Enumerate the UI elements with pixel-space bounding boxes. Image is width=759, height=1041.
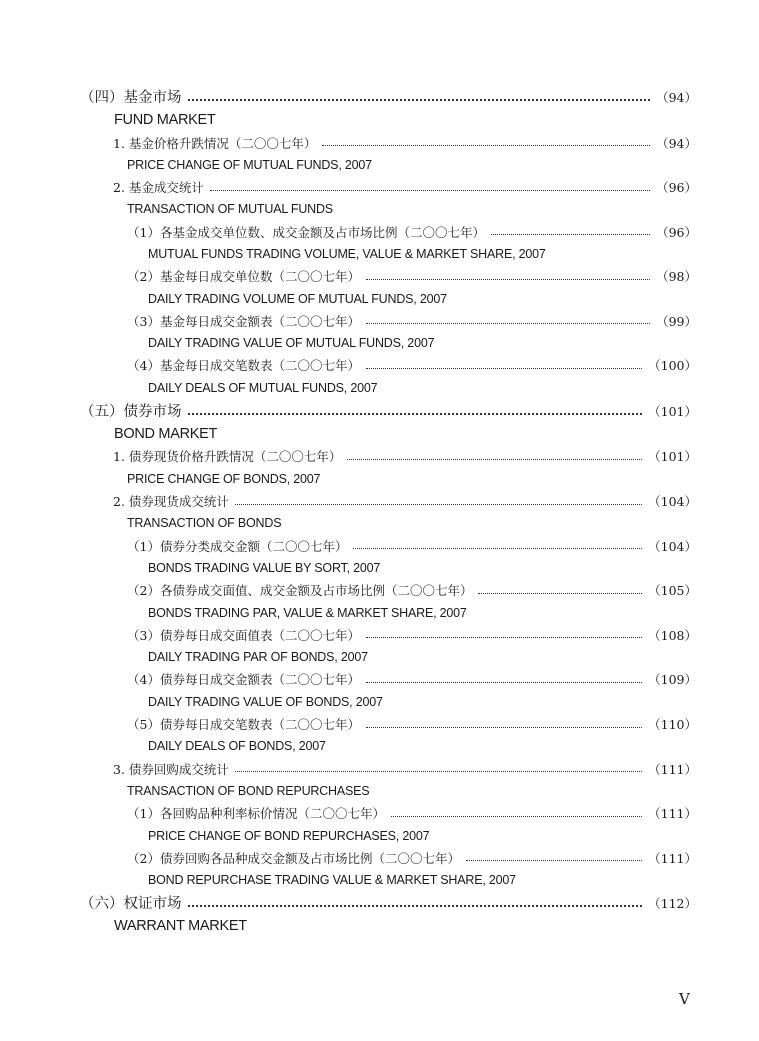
toc-entry[interactable]	[0, 85, 759, 108]
toc-entry[interactable]	[0, 176, 759, 198]
entry-title: TRANSACTION OF MUTUAL FUNDS	[127, 202, 333, 217]
toc-entry[interactable]	[0, 221, 759, 243]
dot-leader	[366, 637, 642, 638]
toc-entry-english	[0, 108, 759, 131]
entry-title: PRICE CHANGE OF BONDS, 2007	[127, 471, 321, 486]
entry-title: PRICE CHANGE OF BOND REPURCHASES, 2007	[148, 828, 430, 843]
entry-page-number: （100）	[648, 358, 697, 374]
toc-entry-english	[0, 422, 759, 445]
dot-leader	[466, 860, 642, 861]
toc-entry[interactable]	[0, 757, 759, 779]
entry-title: 2. 基金成交统计	[113, 180, 204, 196]
toc-entry-english	[0, 243, 759, 265]
dot-leader	[353, 548, 642, 549]
entry-title: （四）基金市场	[80, 90, 182, 107]
toc-entry[interactable]	[0, 490, 759, 512]
entry-title: （5）债券每日成交笔数表（二〇〇七年）	[127, 717, 360, 733]
dot-leader	[188, 99, 651, 101]
toc-entry[interactable]	[0, 399, 759, 422]
entry-page-number: （105）	[648, 583, 697, 599]
entry-page-number: （111）	[648, 850, 697, 866]
toc-entry[interactable]	[0, 445, 759, 467]
entry-title: DAILY DEALS OF MUTUAL FUNDS, 2007	[148, 380, 378, 395]
dot-leader	[235, 504, 642, 505]
entry-title: 2. 债券现货成交统计	[113, 494, 229, 510]
dot-leader	[391, 816, 642, 817]
toc-entry-english	[0, 780, 759, 802]
toc-entry-english	[0, 601, 759, 623]
page-number-folio: V	[679, 990, 690, 1008]
entry-page-number: （98）	[656, 269, 697, 285]
entry-page-number: （104）	[648, 538, 697, 554]
toc-entry-english	[0, 824, 759, 846]
dot-leader	[347, 459, 642, 460]
toc-entry-english	[0, 646, 759, 668]
toc-entry[interactable]	[0, 354, 759, 376]
entry-title: DAILY TRADING VOLUME OF MUTUAL FUNDS, 2007	[148, 291, 447, 306]
entry-page-number: （101）	[648, 403, 697, 419]
dot-leader	[188, 413, 643, 415]
entry-title: （1）各回购品种利率标价情况（二〇〇七年）	[127, 806, 385, 822]
entry-page-number: （96）	[656, 180, 697, 196]
toc-entry[interactable]	[0, 891, 759, 914]
entry-title: BOND MARKET	[114, 425, 218, 442]
dot-leader	[366, 682, 642, 683]
toc-entry-english	[0, 512, 759, 534]
dot-leader	[235, 771, 642, 772]
toc-entry[interactable]	[0, 847, 759, 869]
entry-page-number: （109）	[648, 672, 697, 688]
entry-title: （五）债券市场	[80, 404, 182, 421]
entry-page-number: （111）	[648, 806, 697, 822]
toc-entry-english	[0, 691, 759, 713]
entry-title: （2）各债券成交面值、成交金额及占市场比例（二〇〇七年）	[127, 583, 473, 599]
entry-title: BOND REPURCHASE TRADING VALUE & MARKET SHARE, 2007	[148, 873, 516, 888]
entry-title: FUND MARKET	[114, 111, 216, 128]
entry-title: （2）基金每日成交单位数（二〇〇七年）	[127, 269, 360, 285]
entry-title: BONDS TRADING VALUE BY SORT, 2007	[148, 560, 381, 575]
toc-entry[interactable]	[0, 579, 759, 601]
entry-title: （1）债券分类成交金额（二〇〇七年）	[127, 538, 348, 554]
entry-page-number: （104）	[648, 494, 697, 510]
dot-leader	[366, 368, 642, 369]
entry-title: （3）债券每日成交面值表（二〇〇七年）	[127, 627, 360, 643]
toc-entry-english	[0, 377, 759, 399]
toc-entry[interactable]	[0, 802, 759, 824]
entry-title: DAILY TRADING VALUE OF MUTUAL FUNDS, 2007	[148, 336, 435, 351]
entry-page-number: （96）	[656, 224, 697, 240]
entry-title: （3）基金每日成交金额表（二〇〇七年）	[127, 313, 360, 329]
toc-entry[interactable]	[0, 535, 759, 557]
entry-page-number: （99）	[656, 313, 697, 329]
toc-entry[interactable]	[0, 713, 759, 735]
toc-entry-english	[0, 557, 759, 579]
toc-entry-english	[0, 332, 759, 354]
toc-entry[interactable]	[0, 310, 759, 332]
toc-entry-english	[0, 287, 759, 309]
entry-title: 1. 债券现货价格升跌情况（二〇〇七年）	[113, 449, 342, 465]
entry-title: （2）债券回购各品种成交金额及占市场比例（二〇〇七年）	[127, 850, 460, 866]
dot-leader	[491, 234, 650, 235]
dot-leader	[188, 905, 643, 907]
toc-entry-english	[0, 914, 759, 937]
entry-title: 1. 基金价格升跌情况（二〇〇七年）	[113, 135, 317, 151]
dot-leader	[366, 323, 650, 324]
toc-entry-english	[0, 735, 759, 757]
entry-page-number: （108）	[648, 627, 697, 643]
entry-title: （1）各基金成交单位数、成交金额及占市场比例（二〇〇七年）	[127, 224, 485, 240]
toc-entry[interactable]	[0, 265, 759, 287]
table-of-contents	[0, 85, 759, 938]
toc-entry-english	[0, 468, 759, 490]
entry-title: WARRANT MARKET	[114, 918, 247, 935]
entry-title: （4）基金每日成交笔数表（二〇〇七年）	[127, 358, 360, 374]
entry-page-number: （101）	[648, 449, 697, 465]
entry-page-number: （112）	[648, 895, 697, 911]
entry-title: TRANSACTION OF BOND REPURCHASES	[127, 783, 370, 798]
toc-entry[interactable]	[0, 131, 759, 153]
entry-title: BONDS TRADING PAR, VALUE & MARKET SHARE, 2007	[148, 605, 467, 620]
toc-entry[interactable]	[0, 624, 759, 646]
entry-title: （4）债券每日成交金额表（二〇〇七年）	[127, 672, 360, 688]
dot-leader	[210, 190, 650, 191]
entry-page-number: （111）	[648, 761, 697, 777]
entry-title: （六）权证市场	[80, 896, 182, 913]
entry-page-number: （94）	[656, 135, 697, 151]
entry-title: DAILY TRADING PAR OF BONDS, 2007	[148, 650, 368, 665]
entry-page-number: （110）	[648, 717, 697, 733]
toc-entry-english	[0, 869, 759, 891]
dot-leader	[322, 145, 650, 146]
entry-page-number: （94）	[656, 89, 697, 105]
entry-title: 3. 债券回购成交统计	[113, 761, 229, 777]
toc-entry-english	[0, 154, 759, 176]
toc-entry[interactable]	[0, 668, 759, 690]
dot-leader	[366, 727, 642, 728]
entry-title: DAILY DEALS OF BONDS, 2007	[148, 739, 326, 754]
entry-title: TRANSACTION OF BONDS	[127, 516, 282, 531]
entry-title: PRICE CHANGE OF MUTUAL FUNDS, 2007	[127, 157, 372, 172]
entry-title: MUTUAL FUNDS TRADING VOLUME, VALUE & MARKET SHARE, 2007	[148, 247, 546, 261]
dot-leader	[478, 593, 642, 594]
entry-title: DAILY TRADING VALUE OF BONDS, 2007	[148, 694, 383, 709]
dot-leader	[366, 279, 650, 280]
toc-entry-english	[0, 198, 759, 220]
